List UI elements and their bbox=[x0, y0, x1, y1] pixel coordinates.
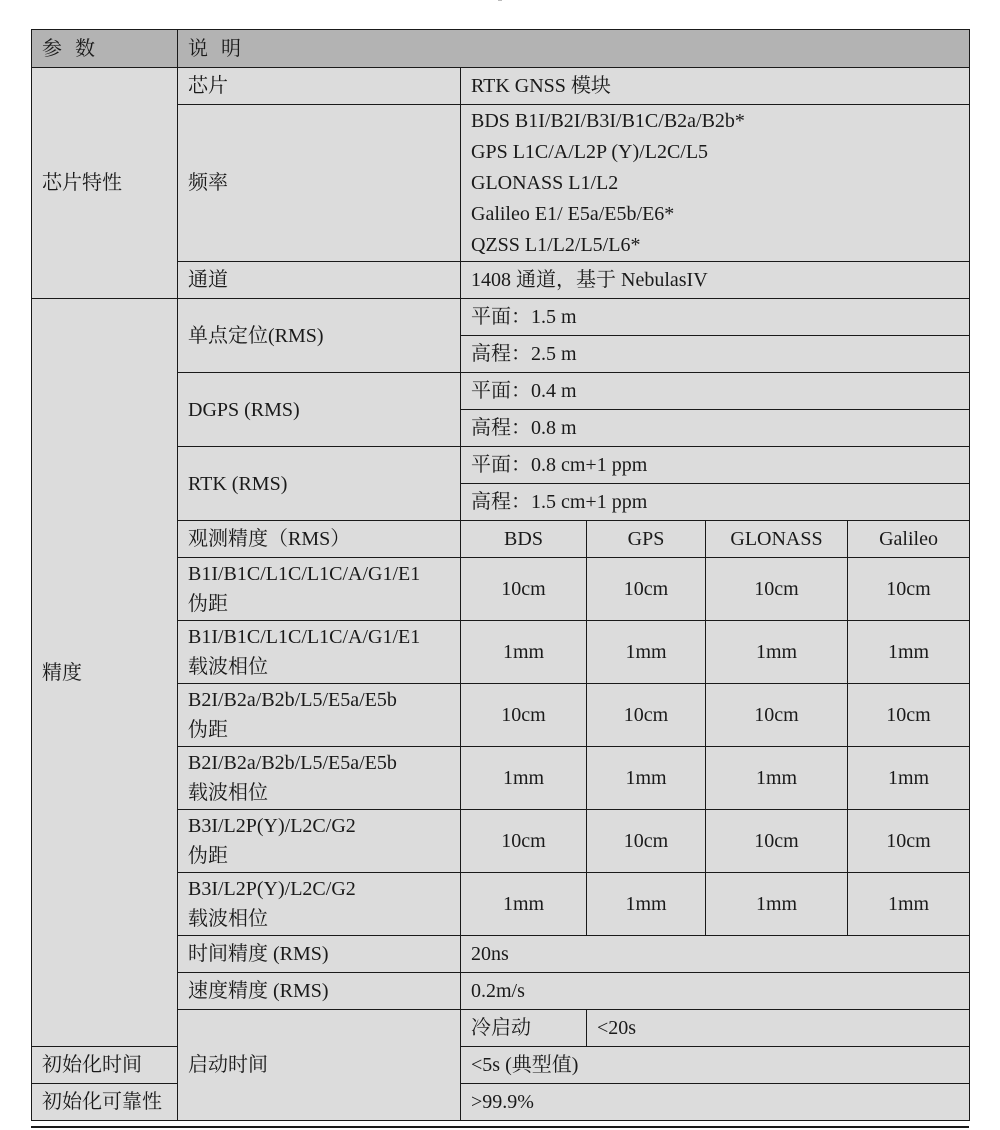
init-reliability-value: >99.9% bbox=[461, 1084, 970, 1121]
signal-bands: B2I/B2a/B2b/L5/E5a/E5b bbox=[188, 752, 397, 774]
observation-value: 10cm bbox=[848, 558, 970, 621]
crop-mark bbox=[498, 0, 502, 1]
signal-type: 载波相位 bbox=[188, 656, 268, 678]
observation-signal bbox=[178, 558, 461, 621]
cold-start-label: 冷启动 bbox=[461, 1010, 587, 1047]
signal-bands: B3I/L2P(Y)/L2C/G2 bbox=[188, 815, 356, 837]
observation-value: 10cm bbox=[848, 810, 970, 873]
init-time-label: 初始化时间 bbox=[32, 1047, 178, 1084]
observation-value: 1mm bbox=[461, 621, 587, 684]
observation-value: 1mm bbox=[706, 621, 848, 684]
signal-bands: B1I/B1C/L1C/L1C/A/G1/E1 bbox=[188, 626, 421, 648]
observation-value: 10cm bbox=[461, 810, 587, 873]
observation-value: 10cm bbox=[706, 558, 848, 621]
observation-value: 1mm bbox=[848, 747, 970, 810]
observation-value: 1mm bbox=[461, 747, 587, 810]
spec-sheet bbox=[31, 29, 969, 1121]
channel-value: 1408 通道，基于 NebulasIV bbox=[461, 262, 970, 299]
observation-value: 10cm bbox=[706, 810, 848, 873]
signal-bands: B3I/L2P(Y)/L2C/G2 bbox=[188, 878, 356, 900]
signal-type: 伪距 bbox=[188, 845, 228, 867]
system-header: GPS bbox=[587, 521, 706, 558]
observation-label: 观测精度（RMS） bbox=[178, 521, 461, 558]
signal-type: 伪距 bbox=[188, 719, 228, 741]
observation-signal bbox=[178, 873, 461, 936]
rtk-vertical: 高程：1.5 cm+1 ppm bbox=[461, 484, 970, 521]
dgps-vertical: 高程：0.8 m bbox=[461, 410, 970, 447]
init-reliability-label: 初始化可靠性 bbox=[32, 1084, 178, 1121]
signal-bands: B2I/B2a/B2b/L5/E5a/E5b bbox=[188, 689, 397, 711]
cold-start-value: <20s bbox=[587, 1010, 970, 1047]
signal-type: 载波相位 bbox=[188, 908, 268, 930]
signal-type: 载波相位 bbox=[188, 782, 268, 804]
signal-type: 伪距 bbox=[188, 593, 228, 615]
section-precision-label: 精度 bbox=[32, 299, 178, 1047]
init-time-value: <5s (典型值) bbox=[461, 1047, 970, 1084]
observation-value: 10cm bbox=[587, 810, 706, 873]
observation-value: 10cm bbox=[848, 684, 970, 747]
observation-value: 10cm bbox=[461, 558, 587, 621]
observation-value: 1mm bbox=[587, 873, 706, 936]
channel-label: 通道 bbox=[178, 262, 461, 299]
freq-value-line: Galileo E1/ E5a/E5b/E6* bbox=[471, 202, 675, 225]
velocity-value: 0.2m/s bbox=[461, 973, 970, 1010]
rtk-label: RTK (RMS) bbox=[178, 447, 461, 521]
time-label: 时间精度 (RMS) bbox=[178, 936, 461, 973]
observation-value: 10cm bbox=[706, 684, 848, 747]
header-param: 参 数 bbox=[32, 30, 178, 68]
observation-value: 1mm bbox=[848, 621, 970, 684]
signal-bands: B1I/B1C/L1C/L1C/A/G1/E1 bbox=[188, 563, 421, 585]
init-time-row bbox=[32, 1047, 970, 1084]
observation-signal bbox=[178, 621, 461, 684]
freq-values bbox=[461, 105, 970, 262]
observation-value: 1mm bbox=[461, 873, 587, 936]
observation-value: 1mm bbox=[706, 747, 848, 810]
freq-value-line: BDS B1I/B2I/B3I/B1C/B2a/B2b* bbox=[471, 109, 745, 132]
velocity-label: 速度精度 (RMS) bbox=[178, 973, 461, 1010]
freq-label: 频率 bbox=[178, 105, 461, 262]
freq-value-line: QZSS L1/L2/L5/L6* bbox=[471, 233, 641, 256]
observation-value: 1mm bbox=[706, 873, 848, 936]
observation-signal bbox=[178, 684, 461, 747]
init-reliability-row bbox=[32, 1084, 970, 1121]
header-desc: 说 明 bbox=[178, 30, 970, 68]
freq-value-line: GPS L1C/A/L2P (Y)/L2C/L5 bbox=[471, 140, 709, 163]
observation-value: 10cm bbox=[461, 684, 587, 747]
single-point-vertical: 高程：2.5 m bbox=[461, 336, 970, 373]
table-bottom-rule bbox=[31, 1126, 969, 1128]
time-value: 20ns bbox=[461, 936, 970, 973]
single-point-label: 单点定位(RMS) bbox=[178, 299, 461, 373]
chip-value: RTK GNSS 模块 bbox=[461, 68, 970, 105]
dgps-label: DGPS (RMS) bbox=[178, 373, 461, 447]
spec-table bbox=[31, 29, 970, 1121]
observation-signal bbox=[178, 810, 461, 873]
chip-label: 芯片 bbox=[178, 68, 461, 105]
observation-value: 1mm bbox=[587, 747, 706, 810]
observation-value: 10cm bbox=[587, 684, 706, 747]
observation-signal bbox=[178, 747, 461, 810]
section-startup-label: 启动时间 bbox=[178, 1010, 461, 1121]
header-row bbox=[32, 30, 970, 68]
system-header: Galileo bbox=[848, 521, 970, 558]
observation-value: 1mm bbox=[587, 621, 706, 684]
section-chip-label: 芯片特性 bbox=[32, 68, 178, 299]
system-header: BDS bbox=[461, 521, 587, 558]
rtk-horizontal: 平面：0.8 cm+1 ppm bbox=[461, 447, 970, 484]
observation-value: 10cm bbox=[587, 558, 706, 621]
chip-row bbox=[32, 68, 970, 105]
observation-value: 1mm bbox=[848, 873, 970, 936]
freq-value-line: GLONASS L1/L2 bbox=[471, 171, 619, 194]
system-header: GLONASS bbox=[706, 521, 848, 558]
dgps-horizontal: 平面：0.4 m bbox=[461, 373, 970, 410]
single-point-horizontal: 平面：1.5 m bbox=[461, 299, 970, 336]
single-point-row bbox=[32, 299, 970, 336]
